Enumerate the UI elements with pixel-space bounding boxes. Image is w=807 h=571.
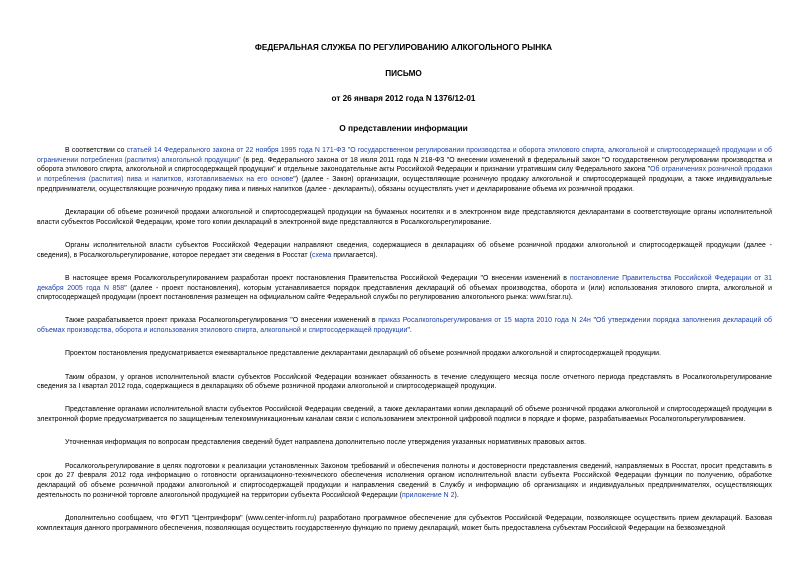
law-171-fz-link[interactable]: статьей 14 Федерального закона от 22 ноября 1995 года N 171-ФЗ "О государственном регулировании производства и оборота этилового спирта, алкогольной и спиртосодержащей продукции и об ограничении потребления (распития) алкогольной продукции" — [37, 147, 772, 164]
document-date-number: от 26 января 2012 года N 1376/12-01 — [331, 94, 476, 103]
agency-heading: ФЕДЕРАЛЬНАЯ СЛУЖБА ПО РЕГУЛИРОВАНИЮ АЛКОГОЛЬНОГО РЫНКА — [254, 43, 553, 52]
document-type-heading: ПИСЬМО — [385, 69, 422, 78]
paragraph-5-text-2: " — [590, 317, 596, 325]
order-24n-link[interactable]: приказ Росалкогольрегулирования от 15 марта 2010 года N 24н — [378, 317, 591, 325]
paragraph-7: Таким образом, у органов исполнительной власти субъектов Российской Федерации возникает обязанность в течение следующего месяца после отчетного периода представлять в Росалкогольрегулирование сведения за I квартал 2012 года, содержащиеся в декларациях об объеме розничной продажи алкогольной и спиртосодержащей продукции. — [37, 373, 772, 391]
paragraph-5-text-3: ". — [407, 327, 412, 335]
paragraph-11: Дополнительно сообщаем, что ФГУП "Центринформ" (www.center-inform.ru) разработано программное обеспечение для субъектов Российской Федерации, позволяющее осуществить прием деклараций. Базовая комплектация данного программного обеспечения, позволяющая осуществить государственную функцию по приему деклараций, может быть предоставлена субъектам Российской Федерации на безвозмездной — [37, 514, 772, 532]
appendix-2-link[interactable]: приложение N 2 — [402, 491, 455, 499]
paragraph-3 — [37, 241, 772, 260]
paragraph-5 — [37, 316, 772, 335]
paragraph-3-text-2: прилагается). — [331, 251, 378, 259]
paragraph-1-text-1: В соответствии со — [65, 147, 127, 154]
beer-restrictions-law-link[interactable]: Об ограничениях розничной продажи и потребления (распития) пива и напитков, изготавливаемых на его основе — [37, 166, 772, 184]
paragraph-4 — [37, 274, 772, 303]
paragraph-2: Декларации об объеме розничной продажи алкогольной и спиртосодержащей продукции на бумажных носителях и в электронном виде представляются декларантами в соответствующие органы исполнительной власти субъектов Российской Федерации, кроме того копии деклараций в электронной виде представляются в Росалкогольрегулирование. — [37, 209, 772, 226]
paragraph-4-text-2: " (далее - проект постановления), которым устанавливается порядок представления деклараций об объемах производства, оборота и (или) использования этилового спирта, алкогольной и спиртосодержащей продукции (проект постановления размещен на официальном сайте Федеральной службы по регулированию алкогольного рынка: www.fsrar.ru). — [37, 284, 772, 302]
paragraph-10-text-2: ). — [454, 491, 459, 499]
paragraph-10 — [37, 462, 772, 501]
paragraph-5-text-1: Также разрабатывается проект приказа Росалкогольрегулирования "О внесении изменений в — [65, 317, 379, 325]
document-body — [37, 146, 772, 547]
paragraph-4-text-1: В настоящее время Росалкогольрегулированием разработан проект постановления Правительства Российской Федерации "О внесении изменений в — [65, 274, 570, 282]
document-subject: О представлении информации — [339, 123, 468, 133]
declaration-procedure-link[interactable]: Об утверждении порядка заполнения деклараций об объемах производства, оборота и использования этилового спирта, алкогольной и спиртосодержащей продукции — [37, 317, 772, 335]
paragraph-9: Уточненная информация по вопросам представления сведений будет направлена дополнительно после утверждения указанных нормативных правовых актов. — [65, 439, 587, 447]
paragraph-8: Представление органами исполнительной власти субъектов Российской Федерации сведений, а также декларантами копии деклараций об объеме розничной продажи алкогольной и спиртосодержащей продукции в электронной форме предусматривается по защищенным телекоммуникационным каналам связи с использованием электронной цифровой подписи в порядке и форме, разрабатываемых Росалкогольрегулированием. — [37, 406, 772, 424]
paragraph-6: Проектом постановления предусматривается ежеквартальное представление декларантами деклараций об объеме розничной продажи алкогольной и спиртосодержащей продукции. — [65, 350, 662, 358]
paragraph-1 — [37, 146, 772, 195]
paragraph-10-text-1: Росалкогольрегулирование в целях подготовки к реализации установленных Законом требований и обеспечения полноты и достоверности представления сведений, направляемых в Росстат, просит представить в срок до 27 февраля 2012 года информацию о готовности организационно-технического обеспечения исполнения органом исполнительной власти субъекта Российской Федерации функции по получению, обработке деклараций об объеме розничной продажи алкогольной и спиртосодержащей продукции и направления сведений в Службу и информацию об организациях и индивидуальных предпринимателях, осуществляющих деятельность по розничной торговле алкогольной продукцией на территории субъекта Российской Федерации ( — [37, 462, 772, 499]
resolution-858-link[interactable]: постановление Правительства Российской Федерации от 31 декабря 2005 года N 858 — [37, 274, 773, 292]
paragraph-1-text-3: ") (далее - Закон) организации, осуществляющие розничную продажу алкогольной и спиртосодержащей продукции, а также индивидуальные предприниматели, осуществляющие розничную продажу пива и пивных напитков (далее - декларанты), обязаны осуществлять учет и декларирование объема их розничной продажи. — [37, 176, 772, 193]
scheme-link[interactable]: схема — [311, 251, 332, 259]
paragraph-1-text-2: (в ред. Федерального закона от 18 июля 2011 года N 218-ФЗ "О внесении изменений в федеральный закон "О государственном регулировании производства и оборота этилового спирта, алкогольной и спиртосодержащей продукции" и отдельные законодательные акты Российской Федерации и признании утратившим силу Федерального закона " — [37, 156, 772, 174]
paragraph-3-text-1: Органы исполнительной власти субъектов Российской Федерации направляют сведения, содержащиеся в декларациях об объеме розничной продажи алкогольной и спиртосодержащей продукции (далее - сведения), в Росалкогольрегулирование, которое передает эти сведения в Росстат ( — [37, 241, 772, 259]
